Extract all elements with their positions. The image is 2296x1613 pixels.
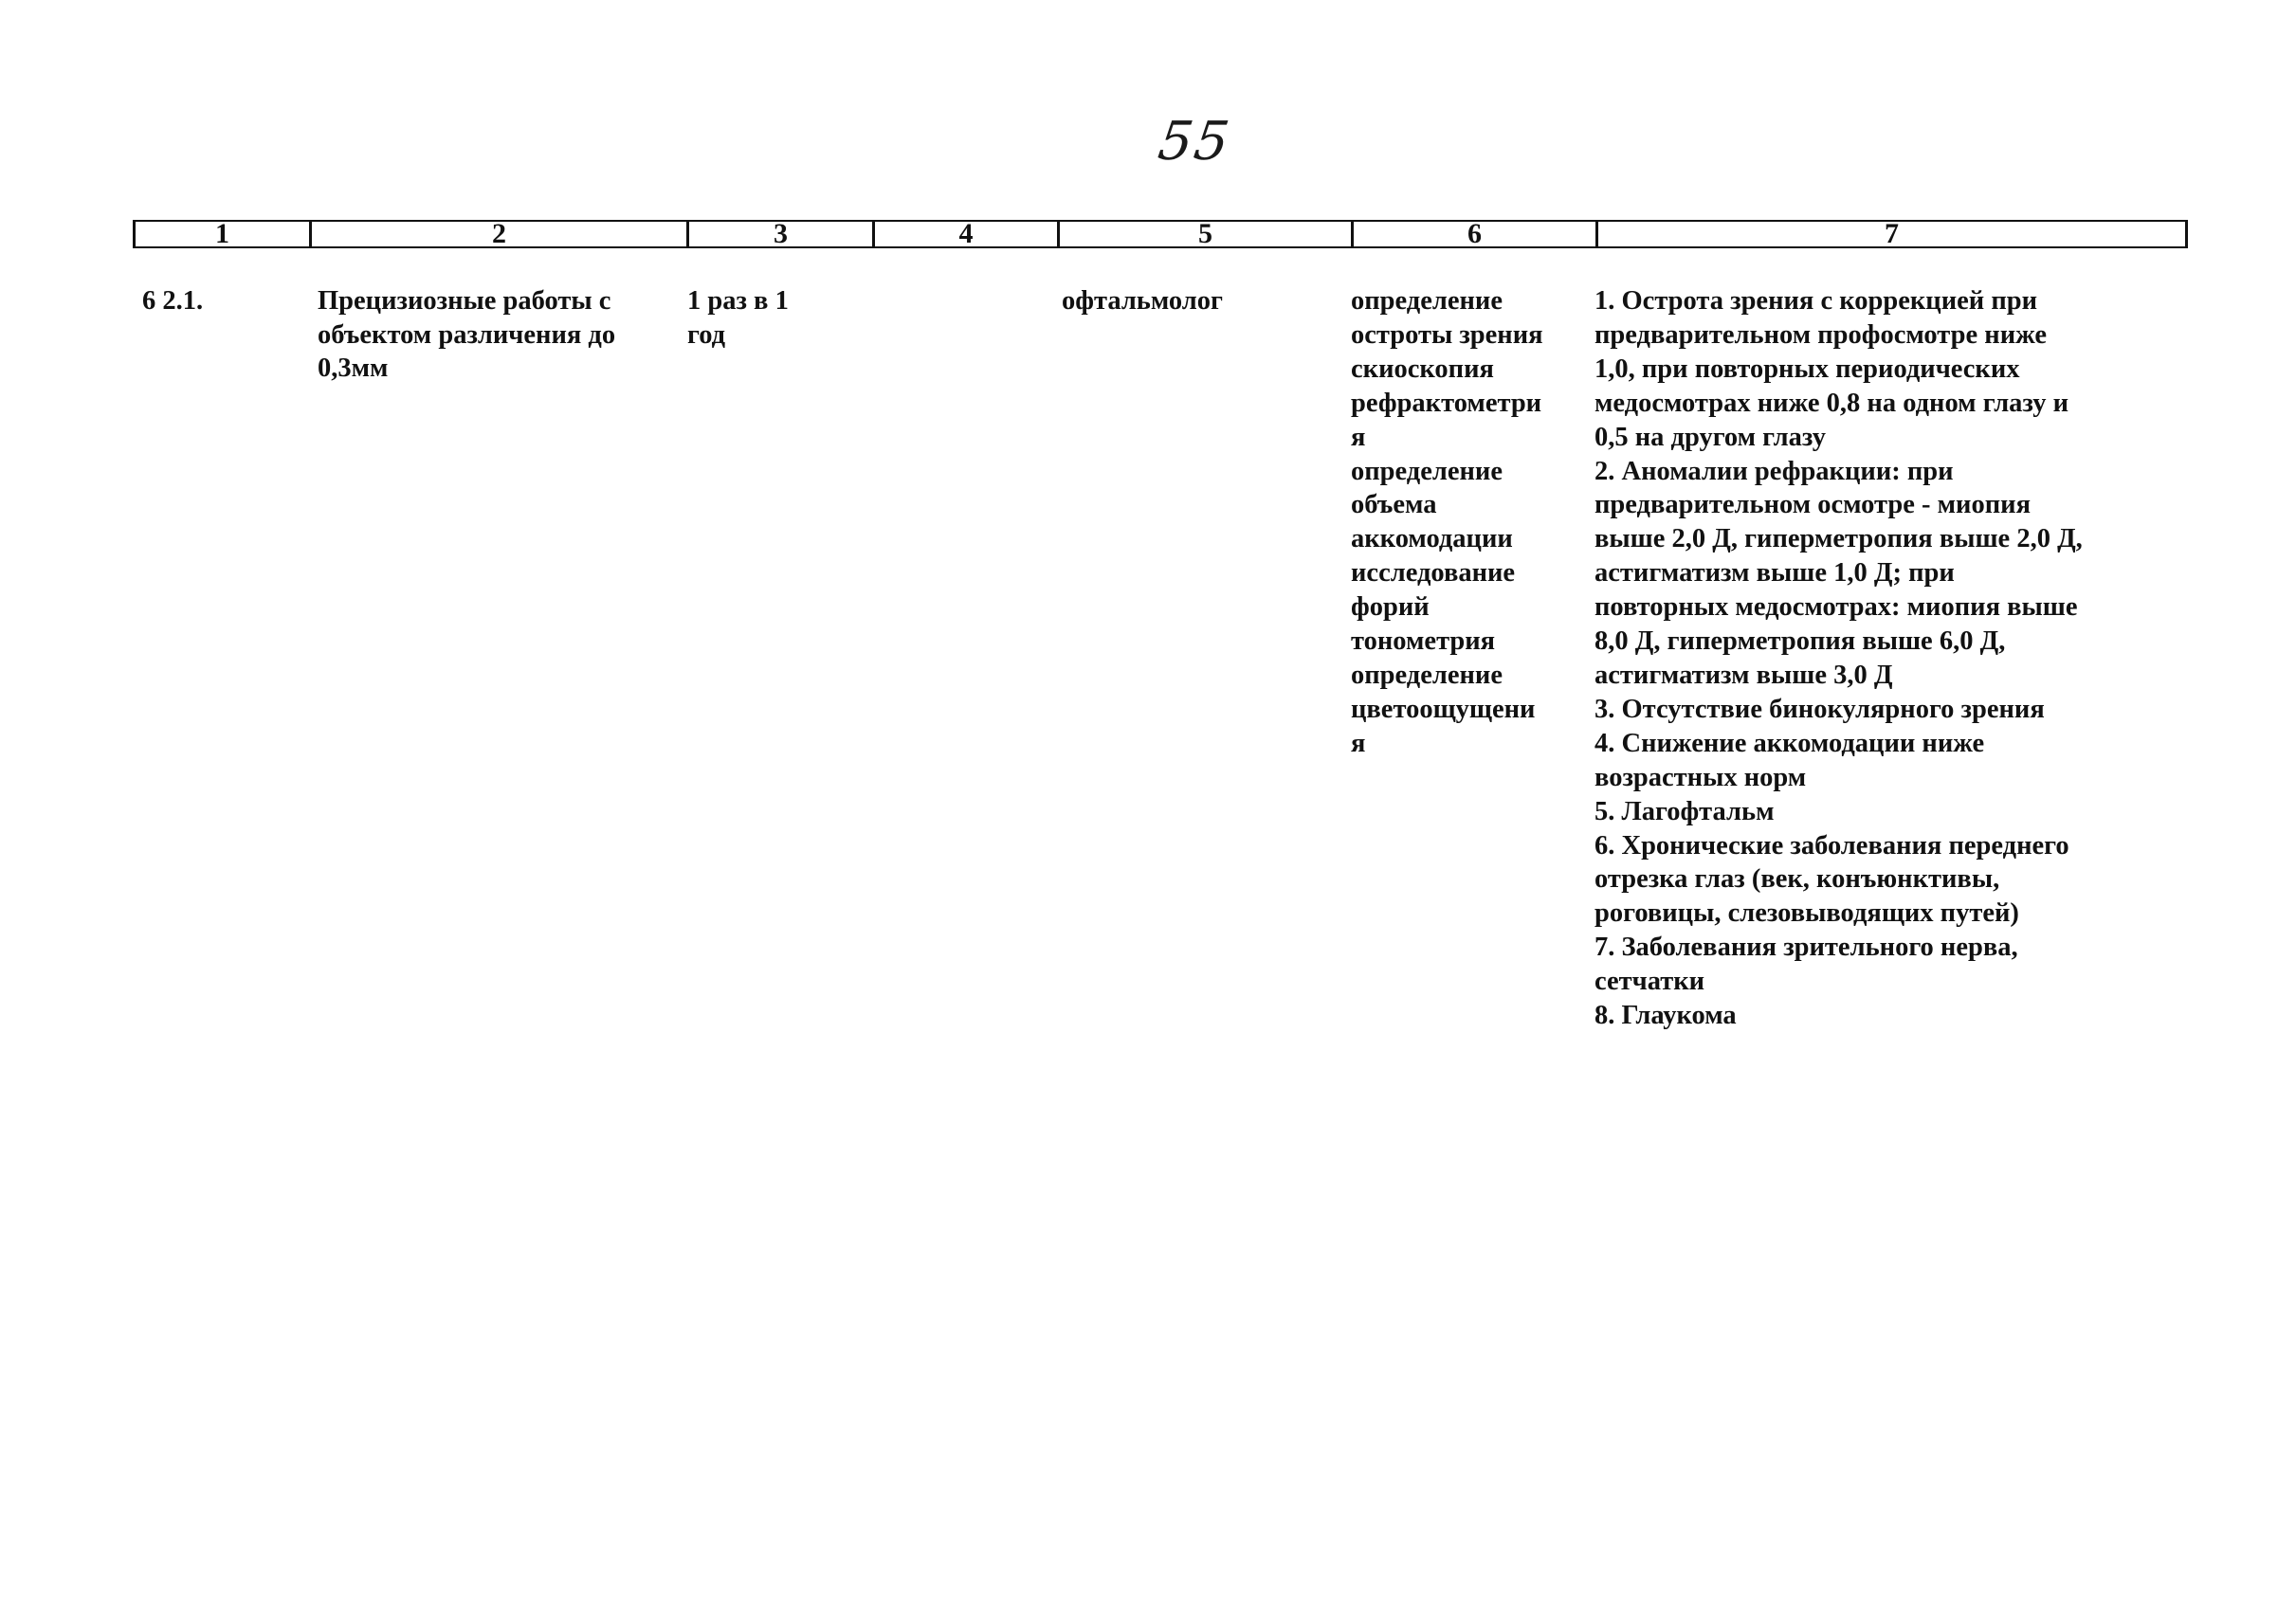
column-header-5: 5	[1057, 220, 1353, 248]
specialist-cell: офтальмолог	[1062, 286, 1223, 316]
contraindications-cell: 1. Острота зрения с коррекцией при предварительном профосмотре ниже 1,0, при повторных периодических медосмотрах ниже 0,8 на одном глазу и 0,5 на другом глазу 2. Аномалии рефракции: при предварительном осмотре - миопия выше 2,0 Д, гиперметропия выше 2,0 Д, астигматизм выше 1,0 Д; при повторных медосмотрах: миопия выше 8,0 Д, гиперметропия выше 6,0 Д, астигматизм выше 3,0 Д 3. Отсутствие бинокулярного зрения 4. Снижение аккомодации ниже возрастных норм 5. Лагофтальм 6. Хронические заболевания переднего отрезка глаз (век, конъюнктивы, роговицы, слезовыводящих путей) 7. Заболевания зрительного нерва, сетчатки 8. Глаукома	[1594, 286, 2083, 1031]
column-header-6: 6	[1351, 220, 1597, 248]
column-header-2: 2	[309, 220, 688, 248]
column-header-7: 7	[1595, 220, 2188, 248]
table-row	[0, 284, 2296, 1042]
column-header-1: 1	[133, 220, 311, 248]
examinations-cell: определение остроты зрения скиоскопия рефрактометри я определение объема аккомодации исследование форий тонометрия определение цветоощущени я	[1351, 286, 1543, 758]
work-type-cell: Прецизиозные работы с объектом различения до 0,3мм	[318, 286, 616, 383]
periodicity-cell: 1 раз в 1 год	[687, 286, 789, 350]
row-number: 6 2.1.	[142, 286, 204, 316]
page-number: 55	[1154, 111, 1235, 172]
table-column-header-row	[0, 220, 2296, 252]
column-header-4: 4	[872, 220, 1059, 248]
column-header-3: 3	[686, 220, 874, 248]
